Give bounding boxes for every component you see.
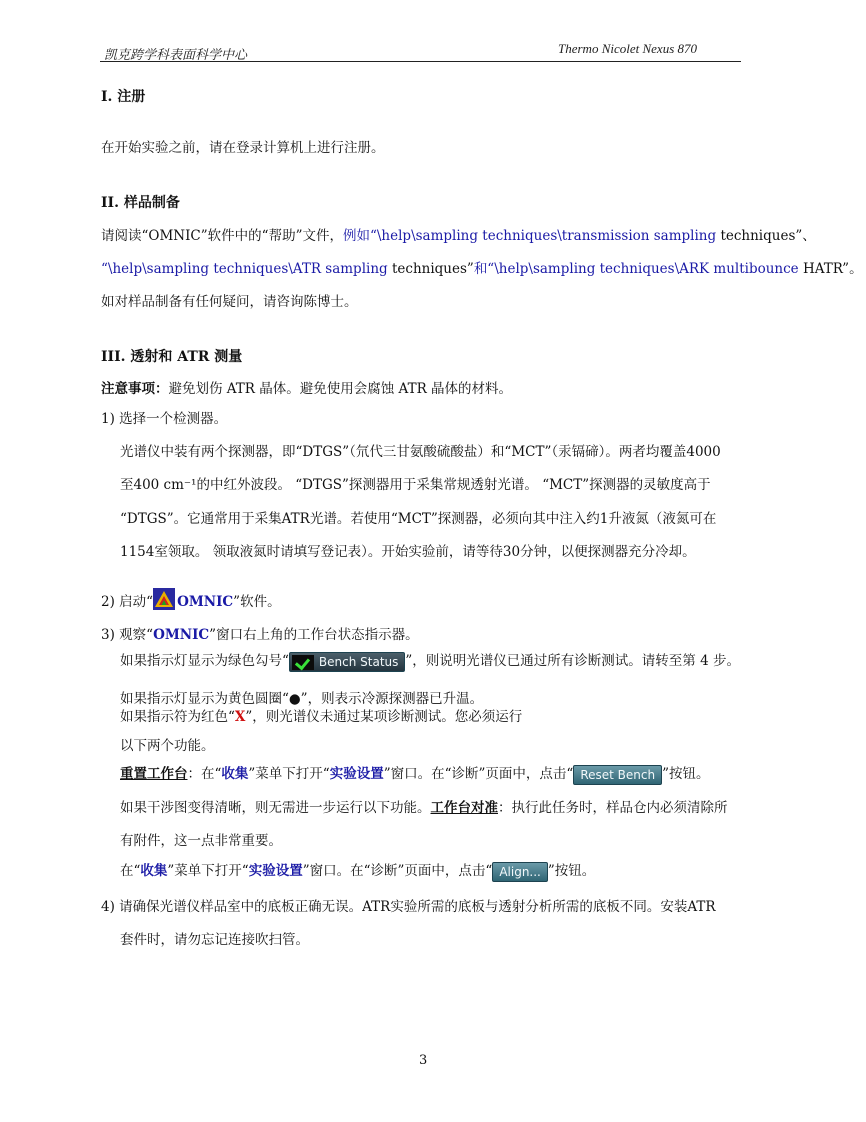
header-right: Thermo Nicolet Nexus 870 [558,41,698,56]
step-1-para-line-3: “DTGS”。它通常用于采集ATR光谱。若使用“MCT”探测器，必须向其中注入约1升液氮（液氮可在 [120,511,717,527]
help-path-link[interactable]: 和“\help\sampling techniques\ARK multibounce [473,261,803,277]
omnic-triangle-icon [153,588,175,610]
section-2-line-2 [101,257,863,277]
text: ”菜单下打开“ [248,766,330,782]
step-1: 1) 选择一个检测器。 [101,411,228,427]
text: techniques”、 [720,228,816,244]
text: ”，则说明光谱仪已通过所有诊断测试。请转至第 4 步。 [405,653,740,669]
text: ”菜单下打开“ [167,863,249,879]
bench-status-label: Bench Status [318,654,399,669]
text: ”窗口。在“诊断”页面中，点击“ [302,863,493,879]
reset-bench-label: 重置工作台 [120,766,188,782]
text: 3) 观察“ [101,627,154,643]
yellow-status-line: 如果指示灯显示为黄色圆圈“●”，则表示冷源探测器已升温。 [120,691,484,707]
align-line [120,859,595,882]
collect-menu: 收集 [140,863,168,879]
two-functions-line: 以下两个功能。 [120,738,215,754]
help-path-link[interactable]: 例如“\help\sampling techniques\transmission sampling [342,228,721,244]
text: ”软件。 [233,594,281,610]
section-2-heading: II. 样品制备 [101,195,180,211]
experiment-setup: 实验设置 [248,863,303,879]
text: ”按钮。 [547,863,596,879]
clear-line-2: 有附件，这一点非常重要。 [120,833,282,849]
align-button[interactable]: Align... [492,862,548,882]
bench-align-label: 工作台对准 [430,800,498,816]
text: ：在“ [187,766,222,782]
section-1-text: 在开始实验之前，请在登录计算机上进行注册。 [101,140,385,156]
text: ”，则光谱仪未通过某项诊断测试。您必须运行 [245,709,523,725]
reset-bench-line [120,762,710,785]
text: ”按钮。 [662,766,710,782]
text: ”窗口。在“诊断”页面中，点击“ [383,766,574,782]
bench-status-indicator [289,652,405,672]
step-1-para-line-1: 光谱仪中装有两个探测器，即“DTGS”（氘代三甘氨酸硫酸盐）和“MCT”（汞镉碲）。两者均覆盖4000 [120,444,721,460]
green-status-line [120,649,740,672]
omnic-name: OMNIC [153,627,210,643]
red-x-symbol: X [234,709,246,725]
note-line [101,377,512,397]
omnic-name: OMNIC [177,594,234,610]
header-rule [100,61,741,62]
section-2-line-3: 如对样品制备有任何疑问，请咨询陈博士。 [101,294,358,310]
section-3-heading: III. 透射和 ATR 测量 [101,349,243,365]
text: ”窗口右上角的工作台状态指示器。 [209,627,419,643]
reset-bench-button[interactable]: Reset Bench [573,765,662,785]
note-label: 注意事项： [101,381,169,397]
section-2-line-1 [101,224,816,244]
step-4-line-2: 套件时，请勿忘记连接吹扫管。 [120,932,309,948]
text: 如果指示灯显示为绿色勾号“ [120,653,289,669]
note-text: 避免划伤 ATR 晶体。避免使用会腐蚀 ATR 晶体的材料。 [168,381,513,397]
collect-menu: 收集 [221,766,249,782]
step-3 [101,623,419,643]
section-1-heading: I. 注册 [101,89,146,105]
clear-line-1 [120,796,728,816]
text: HATR”。 [802,261,863,277]
green-check-icon [292,655,314,670]
step-1-para-line-4: 1154室领取。 领取液氮时请填写登记表）。开始实验前，请等待30分钟，以便探测器充分冷却。 [120,544,696,560]
text: 请阅读“OMNIC”软件中的“帮助”文件， [101,228,343,244]
text: techniques” [391,261,474,277]
step-1-para-line-2: 至400 cm⁻¹的中红外波段。 “DTGS”探测器用于采集常规透射光谱。 “MCT”探测器的灵敏度高于 [120,477,711,493]
text: ：执行此任务时，样品仓内必须清除所 [498,800,728,816]
help-path-link[interactable]: “\help\sampling techniques\ATR sampling [101,261,392,277]
text: 如果指示符为红色“ [120,709,235,725]
red-status-line [120,705,522,725]
text: 在“ [120,863,141,879]
page-number: 3 [419,1053,428,1068]
header-left: 凯克跨学科表面科学中心 [104,48,248,63]
step-2 [101,588,281,610]
step-4-line-1: 4) 请确保光谱仪样品室中的底板正确无误。ATR实验所需的底板与透射分析所需的底板不同。安装ATR [101,899,716,915]
text: 2) 启动“ [101,594,154,610]
text: 如果干涉图变得清晰，则无需进一步运行以下功能。 [120,800,431,816]
experiment-setup: 实验设置 [329,766,384,782]
